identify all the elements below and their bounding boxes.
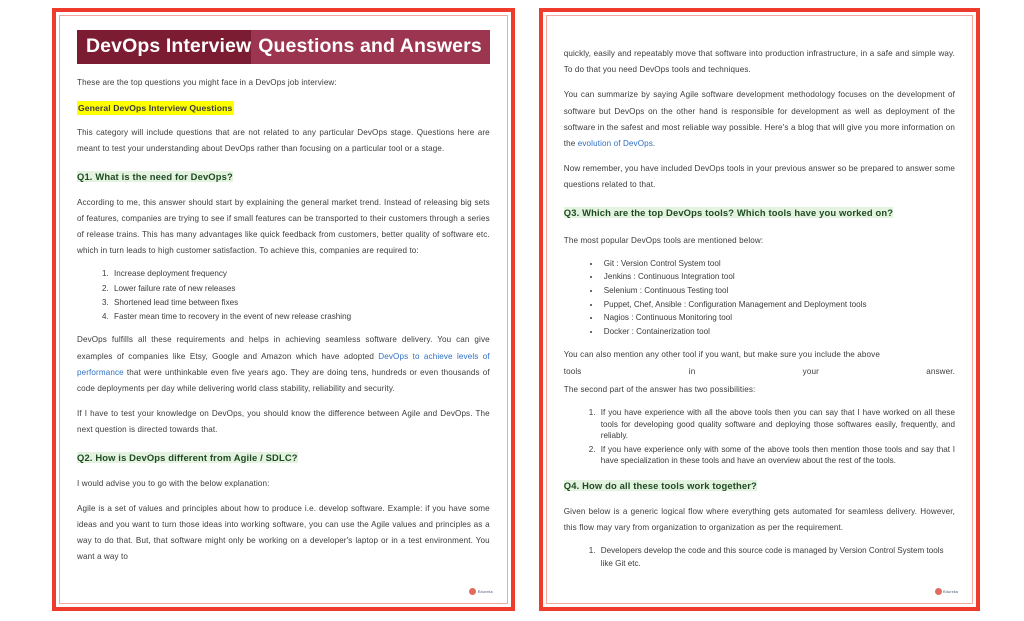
list-item: 1. If you have experience with all the above tools then you can say that I have worked on all these tools for developing good quality software and deploying those softwares easily, frequently, and reliably. — [598, 407, 955, 442]
stretch-word: in — [688, 366, 696, 376]
page-right-inner — [546, 15, 973, 604]
q3-paragraph-2-line2 — [564, 364, 955, 380]
question-3-heading-wrap — [564, 203, 955, 221]
question-2-heading: Q2. How is DevOps different from Agile / SDLC? — [77, 451, 298, 463]
q1-requirements-list — [77, 268, 490, 323]
intro-paragraph: These are the top questions you might face in a DevOps job interview: — [77, 78, 337, 87]
question-2-heading-wrap — [77, 448, 490, 466]
summary-after: . — [652, 139, 656, 149]
q1-paragraph-3: If I have to test your knowledge on DevOps, you should know the difference between Agile and DevOps. The next question is directed towards that. — [77, 409, 490, 435]
question-4-heading: Q4. How do all these tools work together? — [563, 479, 757, 491]
list-item: 2. Lower failure rate of new releases — [111, 283, 490, 296]
question-4-heading-wrap — [564, 476, 955, 494]
stretch-word: answer. — [926, 366, 955, 376]
list-item: 2. If you have experience only with some of the above tools then mention those tools and say that I have specialization in these tools and have an overview about the rest of the tools. — [598, 444, 955, 467]
q3-paragraph-2-line1: You can also mention any other tool if you want, but make sure you include the above — [563, 350, 880, 360]
question-3-heading: Q3. Which are the top DevOps tools? Which tools have you worked on? — [563, 206, 894, 218]
remember-paragraph: Now remember, you have included DevOps tools in your previous answer so be prepared to answer some questions related to that. — [563, 164, 955, 190]
list-item: • Puppet, Chef, Ansible : Configuration Management and Deployment tools — [601, 299, 955, 312]
list-item: 4. Faster mean time to recovery in the event of new release crashing — [111, 311, 490, 324]
list-item: • Selenium : Continuous Testing tool — [601, 285, 955, 298]
document-page-right — [539, 8, 980, 611]
evolution-of-devops-link[interactable]: evolution of DevOps — [577, 139, 653, 149]
list-item: 3. Shortened lead time between fixes — [111, 297, 490, 310]
question-1-heading-wrap — [77, 167, 490, 185]
stretch-word: your — [802, 366, 819, 376]
continued-paragraph: quickly, easily and repeatably move that software into production infrastructure, in a safe and simple way. To do that you need DevOps tools and techniques. — [563, 49, 955, 75]
q3-paragraph-3: The second part of the answer has two possibilities: — [563, 384, 756, 394]
title-banner-secondary: Questions and Answers — [251, 30, 490, 64]
list-item: • Jenkins : Continuous Integration tool — [601, 271, 955, 284]
q2-paragraph-2: Agile is a set of values and principles about how to produce i.e. develop software. Example: if you have some ideas and you want to turn those ideas into working software, you can use the Agile values and principles as a way to do that. But, that software might only be working on a developer's laptop or in a test environment. You want a way to — [77, 503, 490, 562]
q1-paragraph-1: According to me, this answer should start by explaining the general market trend. Instead of releasing big sets of features, companies are trying to see if small features can be transported to their customers through a series of release trains. This has many advantages like quick feedback from customers, better quality of software etc. which in turn leads to high customer satisfaction. To achieve this, companies are required to: — [77, 197, 490, 256]
question-1-heading: Q1. What is the need for DevOps? — [77, 170, 233, 182]
list-item: • Docker : Containerization tool — [601, 326, 955, 339]
document-page-left — [52, 8, 515, 611]
list-item: 1. Increase deployment frequency — [111, 268, 490, 281]
section-heading: General DevOps Interview Questions — [78, 103, 233, 114]
list-item: 1. Developers develop the code and this source code is managed by Version Control System tools like Git etc. — [598, 545, 955, 570]
q3-paragraph-1: The most popular DevOps tools are mentioned below: — [563, 235, 764, 245]
logo-mark-icon — [935, 588, 942, 595]
title-banner — [77, 30, 490, 64]
q3-possibilities-list — [564, 407, 955, 467]
footer-logo-label: Edureka — [943, 589, 958, 594]
q1-paragraph-2 — [77, 332, 490, 397]
summary-before: You can summarize by saying Agile software development methodology focuses on the development of software but DevOps on the other hand is responsible for development as well as deployment of the software in the safest and most reliable way possible. Here's a blog that will give you more information on the — [563, 90, 955, 149]
footer-logo-label: Edureka — [477, 589, 493, 594]
list-item: • Git : Version Control System tool — [601, 258, 955, 271]
stretch-word: tools — [563, 366, 582, 376]
section-intro-paragraph: This category will include questions that are not related to any particular DevOps stage. Questions here are meant to test your understanding about DevOps rather than focusing on a particular tool or a stage. — [77, 128, 490, 154]
q1-para2-before: DevOps fulfills all these requirements and helps in achieving seamless software delivery. You can give examples of companies like Etsy, Google and Amazon which have adopted — [77, 335, 490, 361]
list-item: • Nagios : Continuous Monitoring tool — [601, 312, 955, 325]
summary-paragraph — [564, 87, 955, 152]
q2-paragraph-1: I would advise you to go with the below explanation: — [77, 478, 270, 488]
footer-logo-left — [469, 588, 492, 595]
devops-performance-link[interactable]: DevOps to achieve levels of performance — [77, 351, 490, 377]
q1-para2-after: that were unthinkable even five years ago. They are doing tens, hundreds or even thousands of code deployments per day while delivering world class stability, reliability and security. — [77, 367, 490, 393]
page-left-inner — [59, 15, 508, 604]
q4-steps-list — [564, 545, 955, 570]
logo-mark-icon — [469, 588, 476, 595]
footer-logo-right — [935, 588, 958, 595]
title-banner-primary: DevOps Interview — [77, 30, 251, 64]
devops-tools-list — [564, 258, 955, 339]
q4-paragraph-1: Given below is a generic logical flow where everything gets automated for seamless delivery. However, this flow may vary from organization to organization as per the requirement. — [563, 506, 955, 533]
section-heading-wrap — [77, 98, 490, 125]
